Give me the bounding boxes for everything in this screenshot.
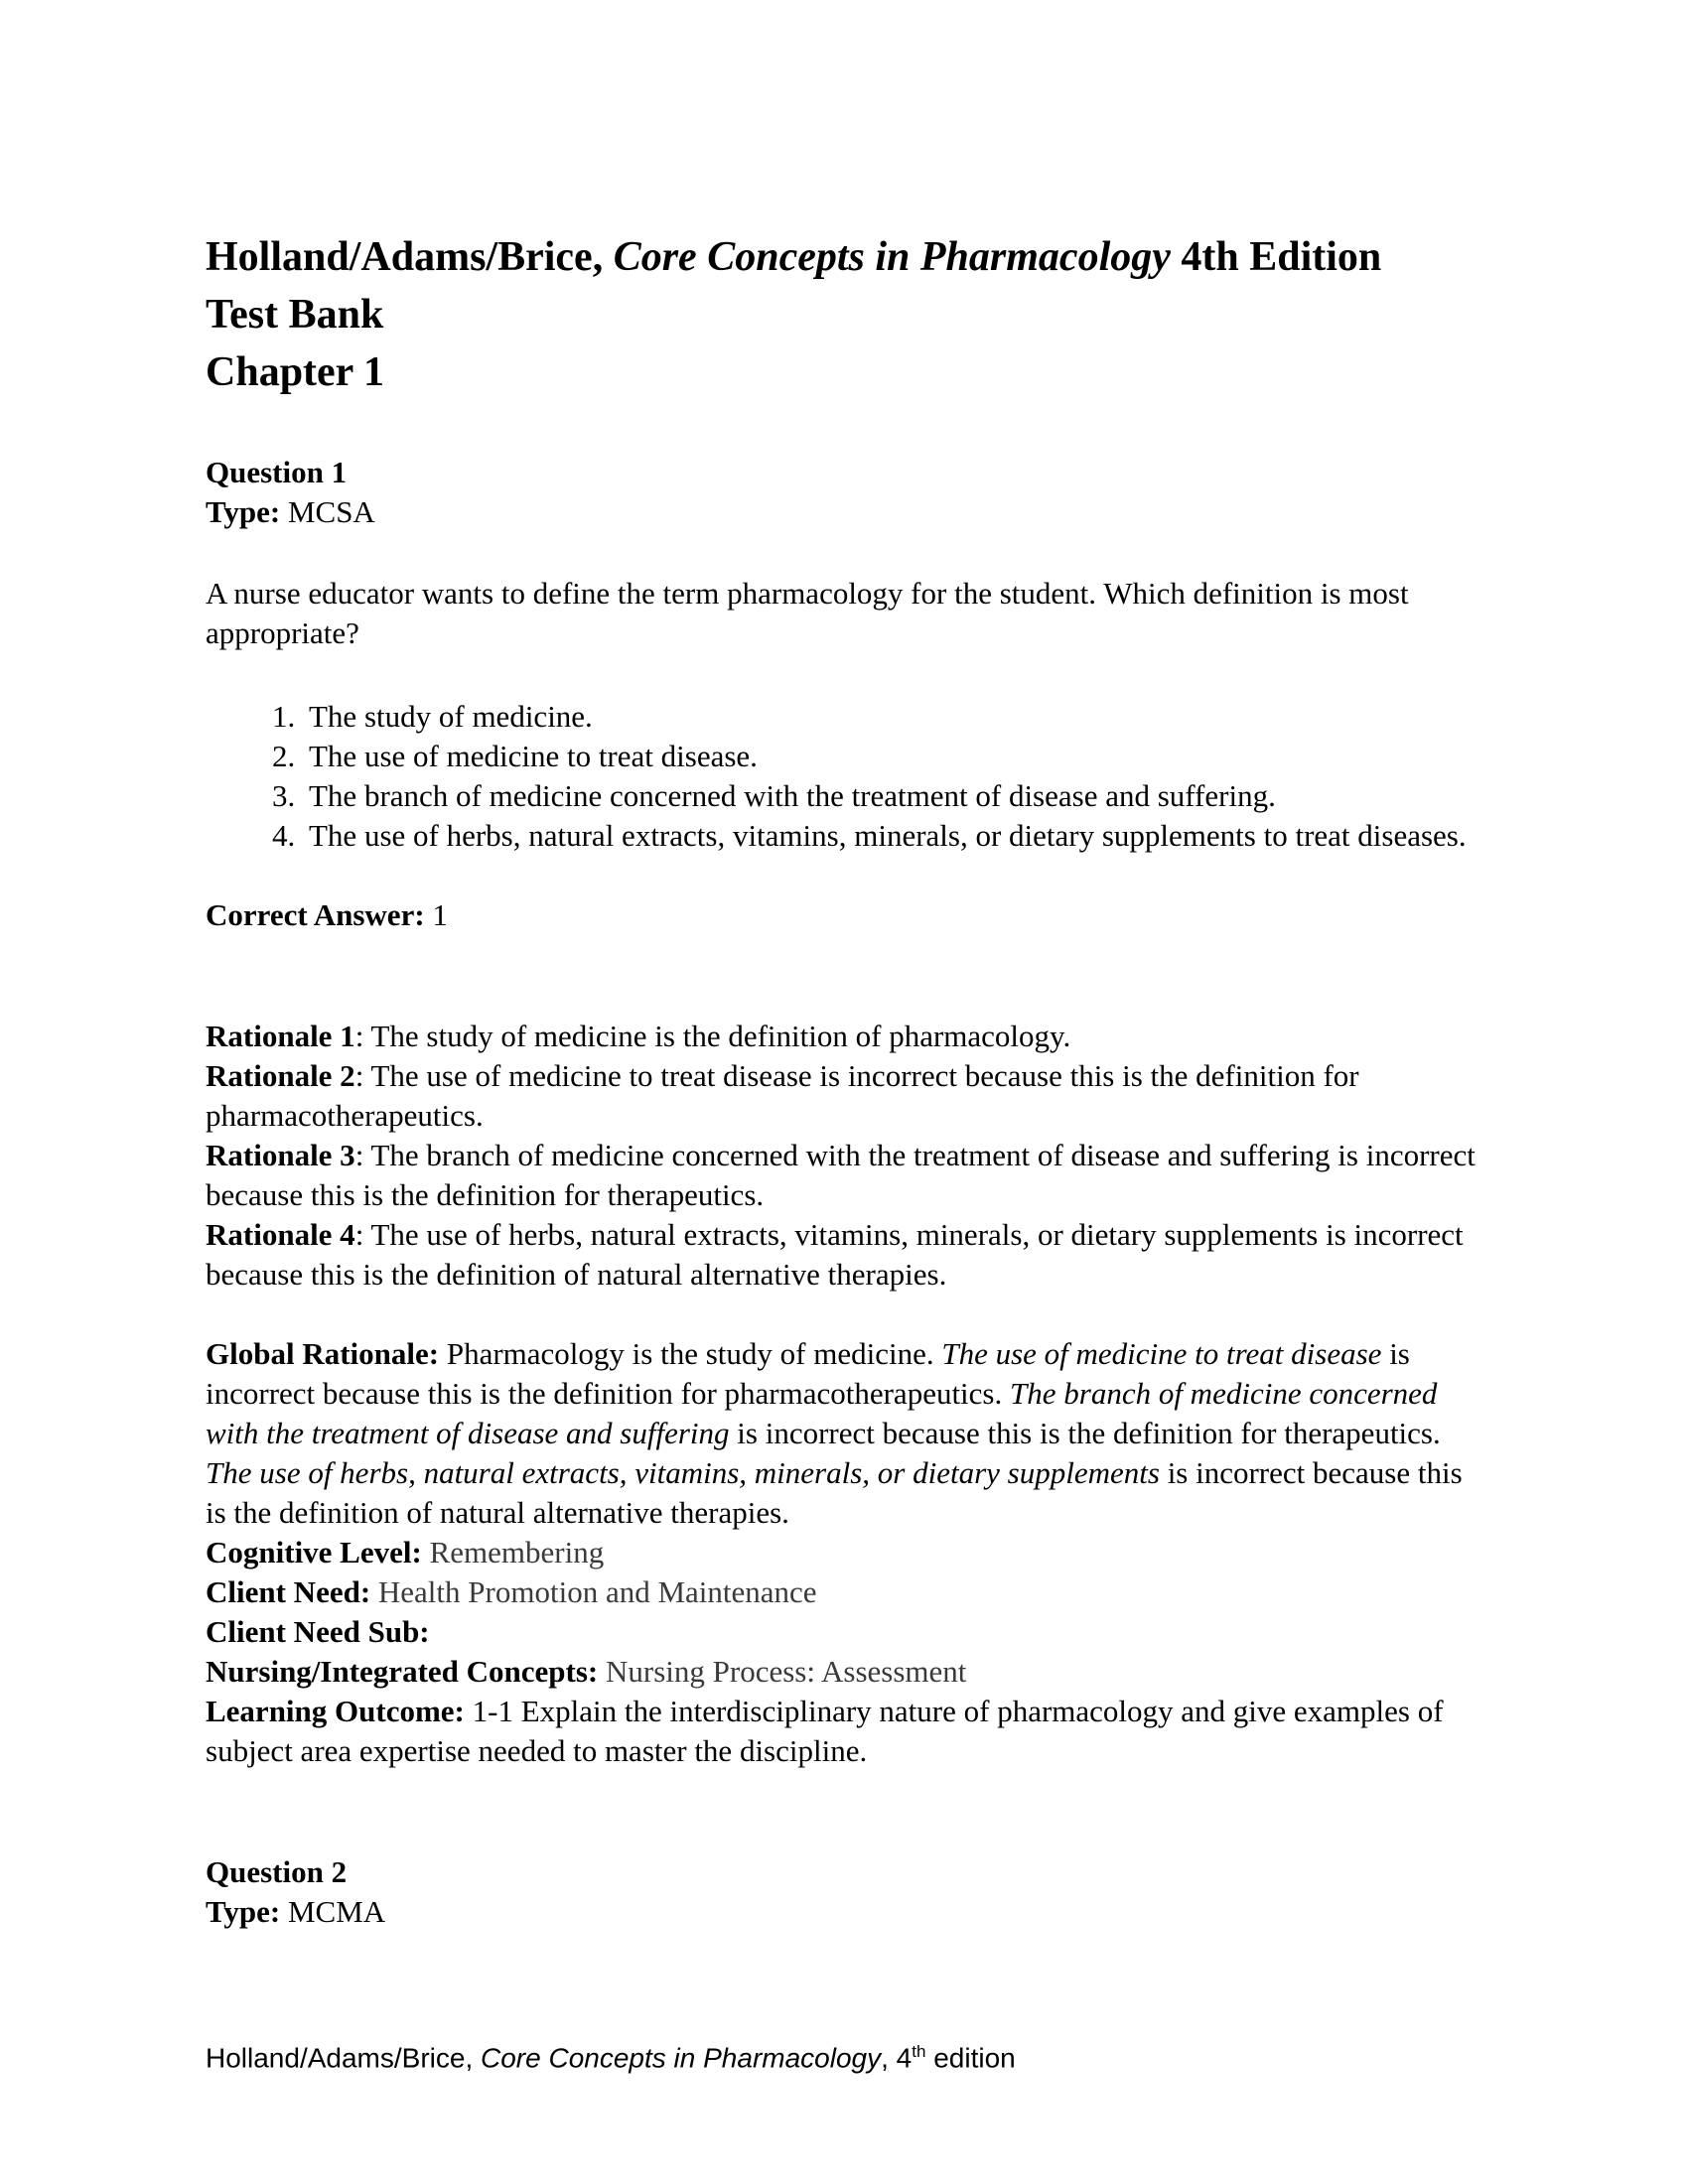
title-authors: Holland/Adams/Brice, (206, 234, 614, 280)
option-4: 4. The use of herbs, natural extracts, vitamins, minerals, or dietary supplements to treat diseases. (303, 816, 1486, 856)
global-rationale: Global Rationale: Pharmacology is the study of medicine. The use of medicine to treat disease is incorrect because this is the definition for pharmacotherapeutics. The branch of medicine concerned with the treatment of disease and suffering is incorrect because this is the definition for therapeutics. The use of herbs, natural extracts, vitamins, minerals, or dietary supplements is incorrect because this is the definition of natural alternative therapies. (206, 1336, 1463, 1530)
page-footer: Holland/Adams/Brice, Core Concepts in Pharmacology, 4th edition (206, 2042, 1016, 2074)
question-1 (206, 453, 1486, 1771)
question-2-heading: Question 2 Type: MCMA (206, 1854, 386, 1929)
nursing-integrated-concepts: Nursing/Integrated Concepts: Nursing Process: Assessment (206, 1654, 967, 1689)
title-book: Core Concepts in Pharmacology (613, 234, 1171, 280)
type-label: Type: (206, 1894, 281, 1929)
question-2 (206, 1852, 1486, 1932)
question-stem: A nurse educator wants to define the term pharmacology for the student. Which definition is most appropriate? (206, 576, 1409, 650)
option-2: 2. The use of medicine to treat disease. (303, 737, 1486, 776)
title-edition: 4th Edition (1170, 234, 1382, 280)
page-content (206, 228, 1486, 1932)
correct-answer: Correct Answer: 1 (206, 897, 448, 932)
client-need-sub: Client Need Sub: (206, 1614, 430, 1649)
question-1-heading: Question 1 Type: MCSA (206, 455, 375, 529)
learning-outcome: Learning Outcome: 1-1 Explain the interdisciplinary nature of pharmacology and give examples of subject area expertise needed to master the discipline. (206, 1694, 1444, 1768)
option-3: 3. The branch of medicine concerned with the treatment of disease and suffering. (303, 776, 1486, 816)
client-need: Client Need: Health Promotion and Maintenance (206, 1574, 817, 1609)
rationale-2: Rationale 2: The use of medicine to treat disease is incorrect because this is the definition for pharmacotherapeutics. (206, 1058, 1359, 1133)
rationales (206, 1017, 1486, 1295)
rationale-4: Rationale 4: The use of herbs, natural extracts, vitamins, minerals, or dietary supplements is incorrect because this is the definition of natural alternative therapies. (206, 1217, 1464, 1292)
cognitive-level: Cognitive Level: Remembering (206, 1535, 605, 1570)
rationale-1: Rationale 1: The study of medicine is the definition of pharmacology. (206, 1019, 1071, 1053)
title-subtitle: Test Bank (206, 292, 384, 338)
answer-options (206, 697, 1486, 856)
option-1: 1. The study of medicine. (303, 697, 1486, 737)
document-title (206, 228, 1486, 401)
rationale-3: Rationale 3: The branch of medicine concerned with the treatment of disease and suffering is incorrect because this is the definition for therapeutics. (206, 1138, 1476, 1212)
type-value: MCSA (280, 494, 375, 529)
type-label: Type: (206, 494, 281, 529)
type-value: MCMA (280, 1894, 386, 1929)
chapter-heading: Chapter 1 (206, 349, 385, 395)
